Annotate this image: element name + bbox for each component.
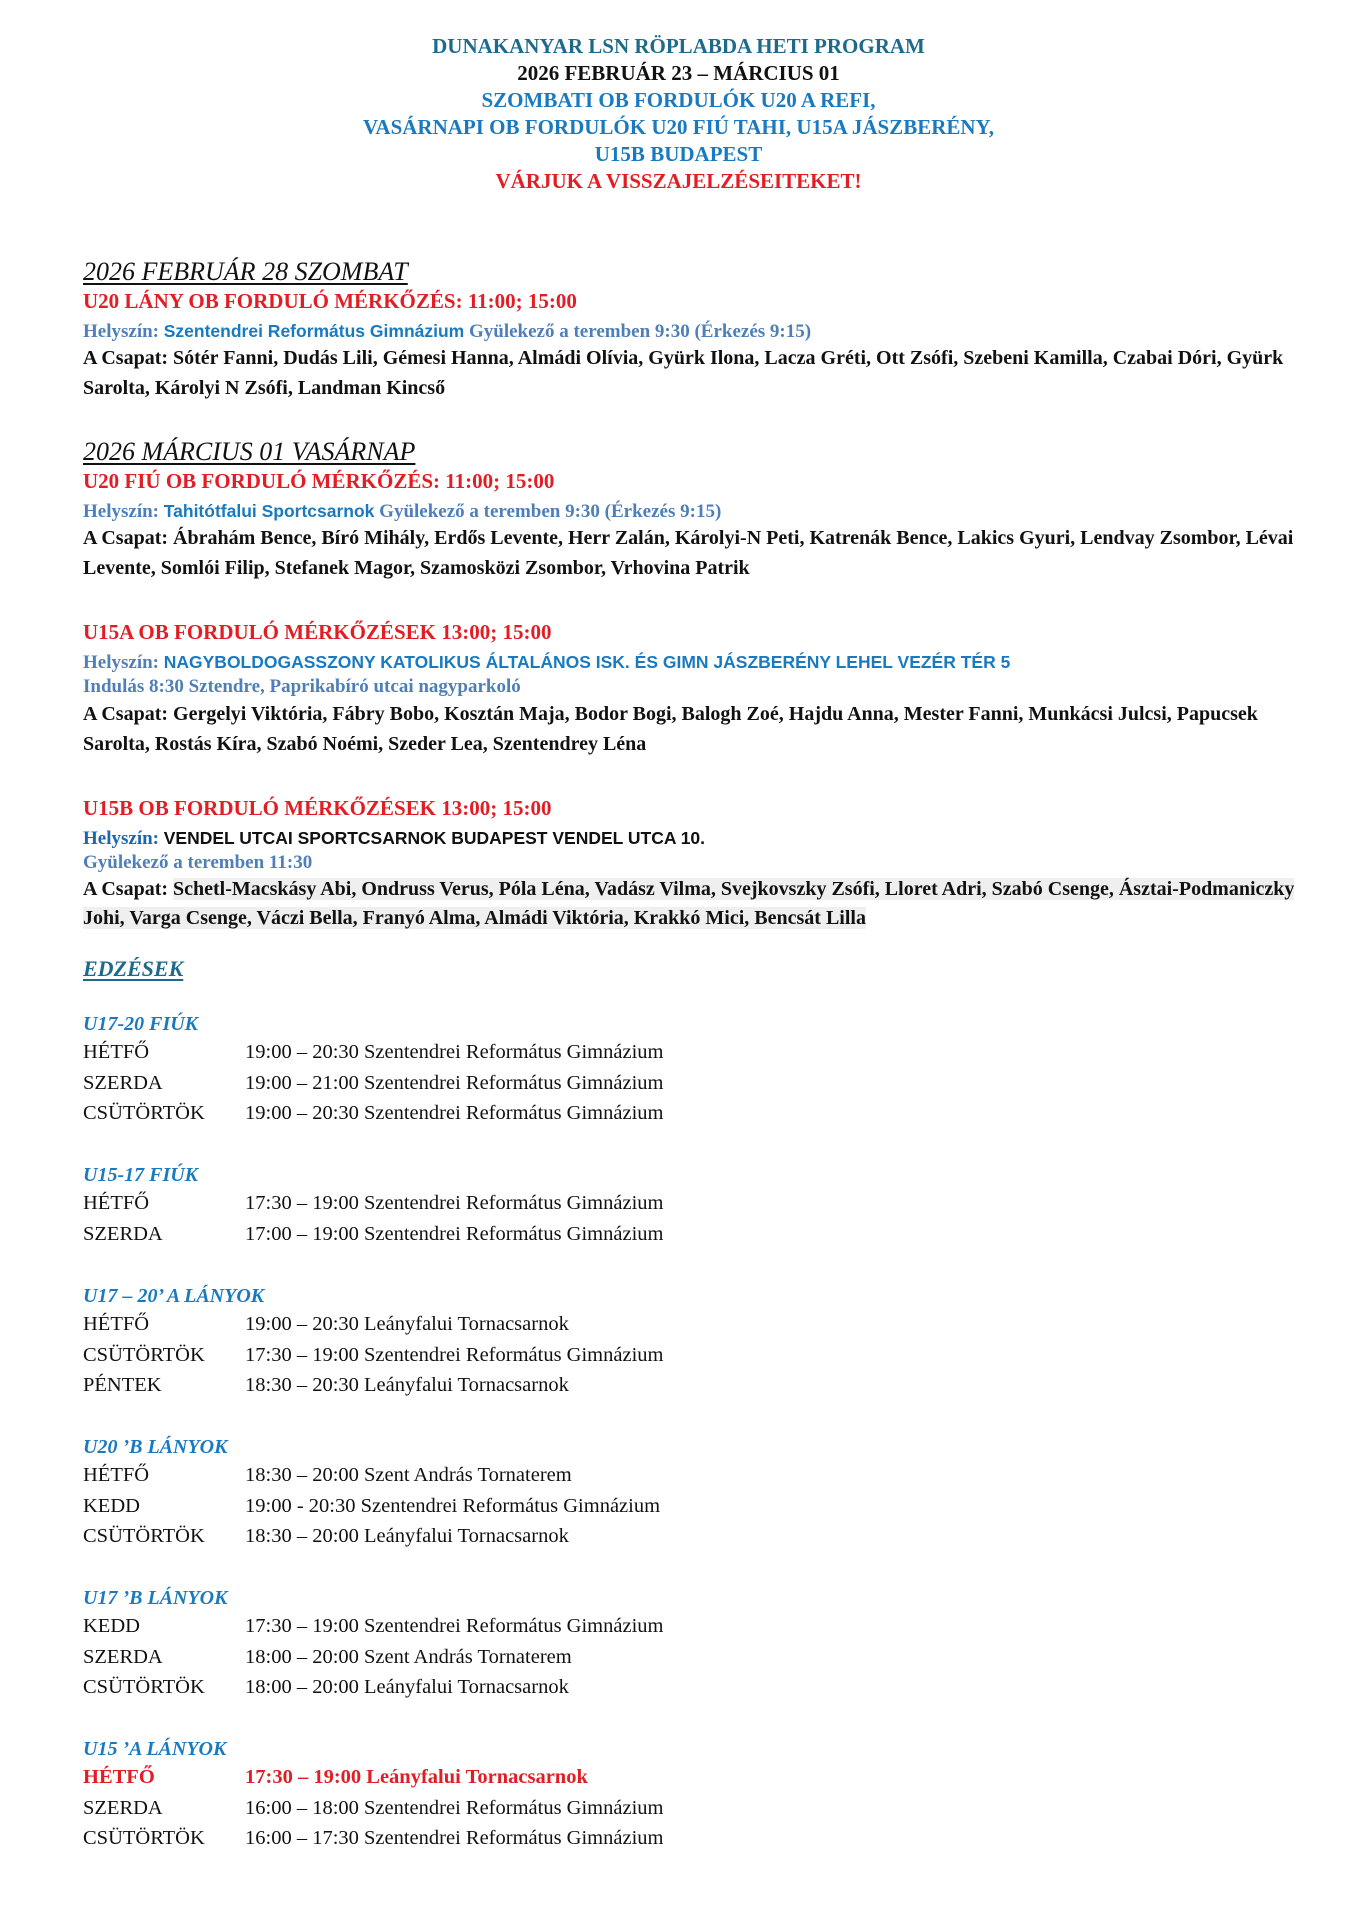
- team-roster-u20-boys: [83, 523, 1313, 583]
- training-time-venue: 19:00 – 20:30 Szentendrei Református Gimnázium: [245, 1041, 664, 1063]
- header-u15b-info: U15B BUDAPEST: [594, 142, 763, 166]
- team-label: A Csapat:: [83, 703, 169, 725]
- team-label: A Csapat:: [83, 878, 169, 900]
- date-heading-sunday: 2026 MÁRCIUS 01 VASÁRNAP: [83, 437, 416, 466]
- training-day: KEDD: [83, 1494, 140, 1517]
- training-row: [83, 1521, 569, 1551]
- training-day: SZERDA: [83, 1071, 163, 1094]
- venue-name: NAGYBOLDOGASSZONY KATOLIKUS ÁLTALÁNOS ISK. ÉS GIMN JÁSZBERÉNY LEHEL VEZÉR TÉR 5: [163, 652, 1011, 672]
- training-day: CSÜTÖRTÖK: [83, 1525, 205, 1547]
- training-day: HÉTFŐ: [83, 1041, 150, 1063]
- training-day: SZERDA: [83, 1222, 163, 1245]
- training-day: SZERDA: [83, 1645, 163, 1668]
- training-day: CSÜTÖRTÖK: [83, 1343, 205, 1366]
- header-feedback-request: VÁRJUK A VISSZAJELZÉSEITEKET!: [495, 169, 862, 193]
- training-day: CSÜTÖRTÖK: [83, 1102, 205, 1124]
- team-roster-u15a: [83, 699, 1313, 759]
- location-line-u20-girls: [83, 318, 811, 345]
- training-time-venue: 18:30 – 20:00 Leányfalui Tornacsarnok: [245, 1525, 569, 1547]
- training-group-heading: U20 ’B LÁNYOK: [83, 1436, 228, 1458]
- training-group-heading: U17 ’B LÁNYOK: [83, 1587, 228, 1609]
- training-row: [83, 1793, 663, 1823]
- training-group-heading: U15-17 FIÚK: [83, 1164, 199, 1186]
- match-heading-u20-boys: U20 FIÚ OB FORDULÓ MÉRKŐZÉS: 11:00; 15:00: [83, 469, 555, 493]
- program-dates: 2026 FEBRUÁR 23 – MÁRCIUS 01: [517, 61, 840, 85]
- training-time-venue: 17:30 – 19:00 Szentendrei Református Gimnázium: [245, 1192, 664, 1214]
- training-row: [83, 1068, 663, 1098]
- training-row: [83, 1762, 588, 1792]
- training-row: [83, 1672, 569, 1702]
- player-list: Schetl-Macskásy Abi, Ondruss Verus, Póla Léna, Vadász Vilma, Svejkovszky Zsófi, Lloret Adri, Szabó Csenge, Ásztai-Podmaniczky Johi, Varga Csenge, Váczi Bella, Franyó Alma, Almádi Viktória, Krakkó Mici, Bencsát Lilla: [83, 878, 1295, 929]
- training-time-venue: 17:30 – 19:00 Szentendrei Református Gimnázium: [245, 1343, 664, 1366]
- location-line-u15a: [83, 649, 1010, 676]
- team-label: A Csapat:: [83, 347, 169, 369]
- training-time-venue: 19:00 - 20:30 Szentendrei Református Gimnázium: [245, 1494, 661, 1517]
- training-row: [83, 1098, 663, 1128]
- training-row: [83, 1309, 569, 1339]
- training-time-venue: 16:00 – 18:00 Szentendrei Református Gimnázium: [245, 1796, 664, 1819]
- training-group-heading: U15 ’A LÁNYOK: [83, 1738, 227, 1760]
- venue-name: Tahitótfalui Sportcsarnok: [163, 501, 375, 521]
- training-row: [83, 1188, 663, 1218]
- training-day: HÉTFŐ: [83, 1192, 150, 1214]
- team-label: A Csapat:: [83, 527, 169, 549]
- training-row: [83, 1037, 663, 1067]
- team-roster-u15b: [83, 875, 1313, 933]
- player-list: Ábrahám Bence, Bíró Mihály, Erdős Levente, Herr Zalán, Károlyi-N Peti, Katrenák Bence, Lakics Gyuri, Lendvay Zsombor, Lévai Levente, Somlói Filip, Stefanek Magor, Szamosközi Zsombor, Vrhovina Patrik: [83, 527, 1294, 579]
- training-time-venue: 18:30 – 20:30 Leányfalui Tornacsarnok: [245, 1374, 569, 1396]
- location-label: Helyszín:: [83, 652, 159, 673]
- training-row: [83, 1340, 663, 1370]
- training-time-venue: 19:00 – 20:30 Szentendrei Református Gimnázium: [245, 1102, 664, 1124]
- training-day: HÉTFŐ: [83, 1766, 155, 1788]
- header-sunday-info: VASÁRNAPI OB FORDULÓK U20 FIÚ TAHI, U15A JÁSZBERÉNY,: [362, 115, 995, 139]
- training-row: [83, 1491, 660, 1521]
- match-heading-u15b: U15B OB FORDULÓ MÉRKŐZÉSEK 13:00; 15:00: [83, 796, 552, 820]
- training-time-venue: 19:00 – 21:00 Szentendrei Református Gimnázium: [245, 1071, 664, 1094]
- training-day: HÉTFŐ: [83, 1464, 150, 1486]
- venue-name: VENDEL UTCAI SPORTCSARNOK BUDAPEST VENDEL UTCA 10.: [163, 828, 706, 848]
- training-group-heading: U17 – 20’ A LÁNYOK: [83, 1285, 265, 1307]
- match-heading-u15a: U15A OB FORDULÓ MÉRKŐZÉSEK 13:00; 15:00: [83, 620, 552, 644]
- departure-note-u15a: Indulás 8:30 Sztendre, Paprikabíró utcai nagyparkoló: [83, 676, 521, 697]
- player-list: Gergelyi Viktória, Fábry Bobo, Kosztán Maja, Bodor Bogi, Balogh Zoé, Hajdu Anna, Mester Fanni, Munkácsi Julcsi, Papucsek Sarolta, Rostás Kíra, Szabó Noémi, Szeder Lea, Szentendrey Léna: [83, 703, 1258, 755]
- training-time-venue: 16:00 – 17:30 Szentendrei Református Gimnázium: [245, 1827, 664, 1849]
- header-saturday-info: SZOMBATI OB FORDULÓK U20 A REFI,: [481, 88, 876, 112]
- location-line-u20-boys: [83, 498, 721, 525]
- training-day: PÉNTEK: [83, 1374, 162, 1396]
- location-label: Helyszín:: [83, 501, 159, 522]
- date-heading-saturday: 2026 FEBRUÁR 28 SZOMBAT: [83, 257, 408, 286]
- venue-name: Szentendrei Református Gimnázium: [163, 321, 465, 341]
- meeting-note: Gyülekező a teremben 9:30 (Érkezés 9:15): [379, 501, 722, 522]
- training-time-venue: 17:30 – 19:00 Szentendrei Református Gimnázium: [245, 1615, 664, 1637]
- program-title: DUNAKANYAR LSN RÖPLABDA HETI PROGRAM: [432, 34, 925, 58]
- meeting-note: Gyülekező a teremben 9:30 (Érkezés 9:15): [468, 321, 812, 342]
- trainings-heading: EDZÉSEK: [83, 956, 184, 981]
- training-row: [83, 1219, 663, 1249]
- training-time-venue: 18:00 – 20:00 Leányfalui Tornacsarnok: [245, 1676, 569, 1698]
- training-row: [83, 1370, 569, 1400]
- training-day: SZERDA: [83, 1796, 163, 1819]
- location-line-u15b: [83, 825, 705, 852]
- training-day: CSÜTÖRTÖK: [83, 1827, 205, 1849]
- match-heading-u20-girls: U20 LÁNY OB FORDULÓ MÉRKŐZÉS: 11:00; 15:00: [83, 289, 577, 313]
- meeting-note-u15b: Gyülekező a teremben 11:30: [83, 852, 313, 873]
- team-roster-u20-girls: [83, 343, 1313, 403]
- player-list: Sótér Fanni, Dudás Lili, Gémesi Hanna, Almádi Olívia, Gyürk Ilona, Lacza Gréti, Ott Zsófi, Szebeni Kamilla, Czabai Dóri, Gyürk Sarolta, Károlyi N Zsófi, Landman Kincső: [83, 347, 1284, 399]
- training-time-venue: 18:30 – 20:00 Szent András Tornaterem: [245, 1464, 572, 1486]
- training-time-venue: 17:30 – 19:00 Leányfalui Tornacsarnok: [245, 1766, 588, 1788]
- training-row: [83, 1611, 663, 1641]
- location-label: Helyszín:: [83, 321, 159, 342]
- training-row: [83, 1823, 663, 1853]
- training-group-heading: U17-20 FIÚK: [83, 1013, 199, 1035]
- training-day: KEDD: [83, 1615, 140, 1637]
- training-time-venue: 19:00 – 20:30 Leányfalui Tornacsarnok: [245, 1313, 569, 1335]
- training-day: CSÜTÖRTÖK: [83, 1676, 205, 1698]
- training-row: [83, 1460, 572, 1490]
- location-label: Helyszín:: [83, 828, 159, 849]
- training-time-venue: 18:00 – 20:00 Szent András Tornaterem: [245, 1645, 572, 1668]
- training-time-venue: 17:00 – 19:00 Szentendrei Református Gimnázium: [245, 1222, 664, 1245]
- training-day: HÉTFŐ: [83, 1313, 150, 1335]
- training-row: [83, 1642, 572, 1672]
